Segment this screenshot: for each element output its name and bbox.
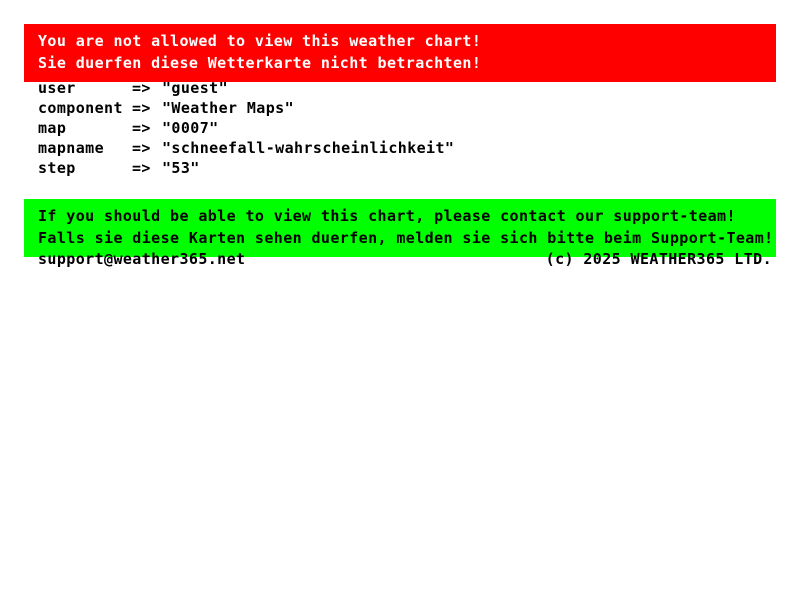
detail-key: map [38,119,67,137]
detail-row-step [38,158,454,178]
detail-value: "schneefall-wahrscheinlichkeit" [162,139,455,157]
request-details [38,78,454,178]
copyright-text: (c) 2025 WEATHER365 LTD. [545,250,772,268]
detail-key: mapname [38,139,105,157]
error-banner-line-de: Sie duerfen diese Wetterkarte nicht betrachten! [38,54,482,72]
detail-arrow: => [132,139,151,157]
detail-arrow: => [132,79,151,97]
detail-value: "guest" [162,79,229,97]
detail-value: "Weather Maps" [162,99,295,117]
footer [38,249,772,269]
detail-key: step [38,159,76,177]
detail-value: "53" [162,159,200,177]
detail-value: "0007" [162,119,219,137]
detail-arrow: => [132,119,151,137]
support-banner-line-de: Falls sie diese Karten sehen duerfen, melden sie sich bitte beim Support-Team! [38,229,774,247]
detail-arrow: => [132,159,151,177]
detail-row-mapname [38,138,454,158]
error-banner-line-en: You are not allowed to view this weather chart! [38,32,482,50]
detail-row-user [38,78,454,98]
error-banner [24,24,776,82]
detail-key: component [38,99,123,117]
support-email-link[interactable]: support@weather365.net [38,250,246,268]
detail-row-map [38,118,454,138]
detail-key: user [38,79,76,97]
detail-row-component [38,98,454,118]
detail-arrow: => [132,99,151,117]
support-banner-line-en: If you should be able to view this chart, please contact our support-team! [38,207,736,225]
